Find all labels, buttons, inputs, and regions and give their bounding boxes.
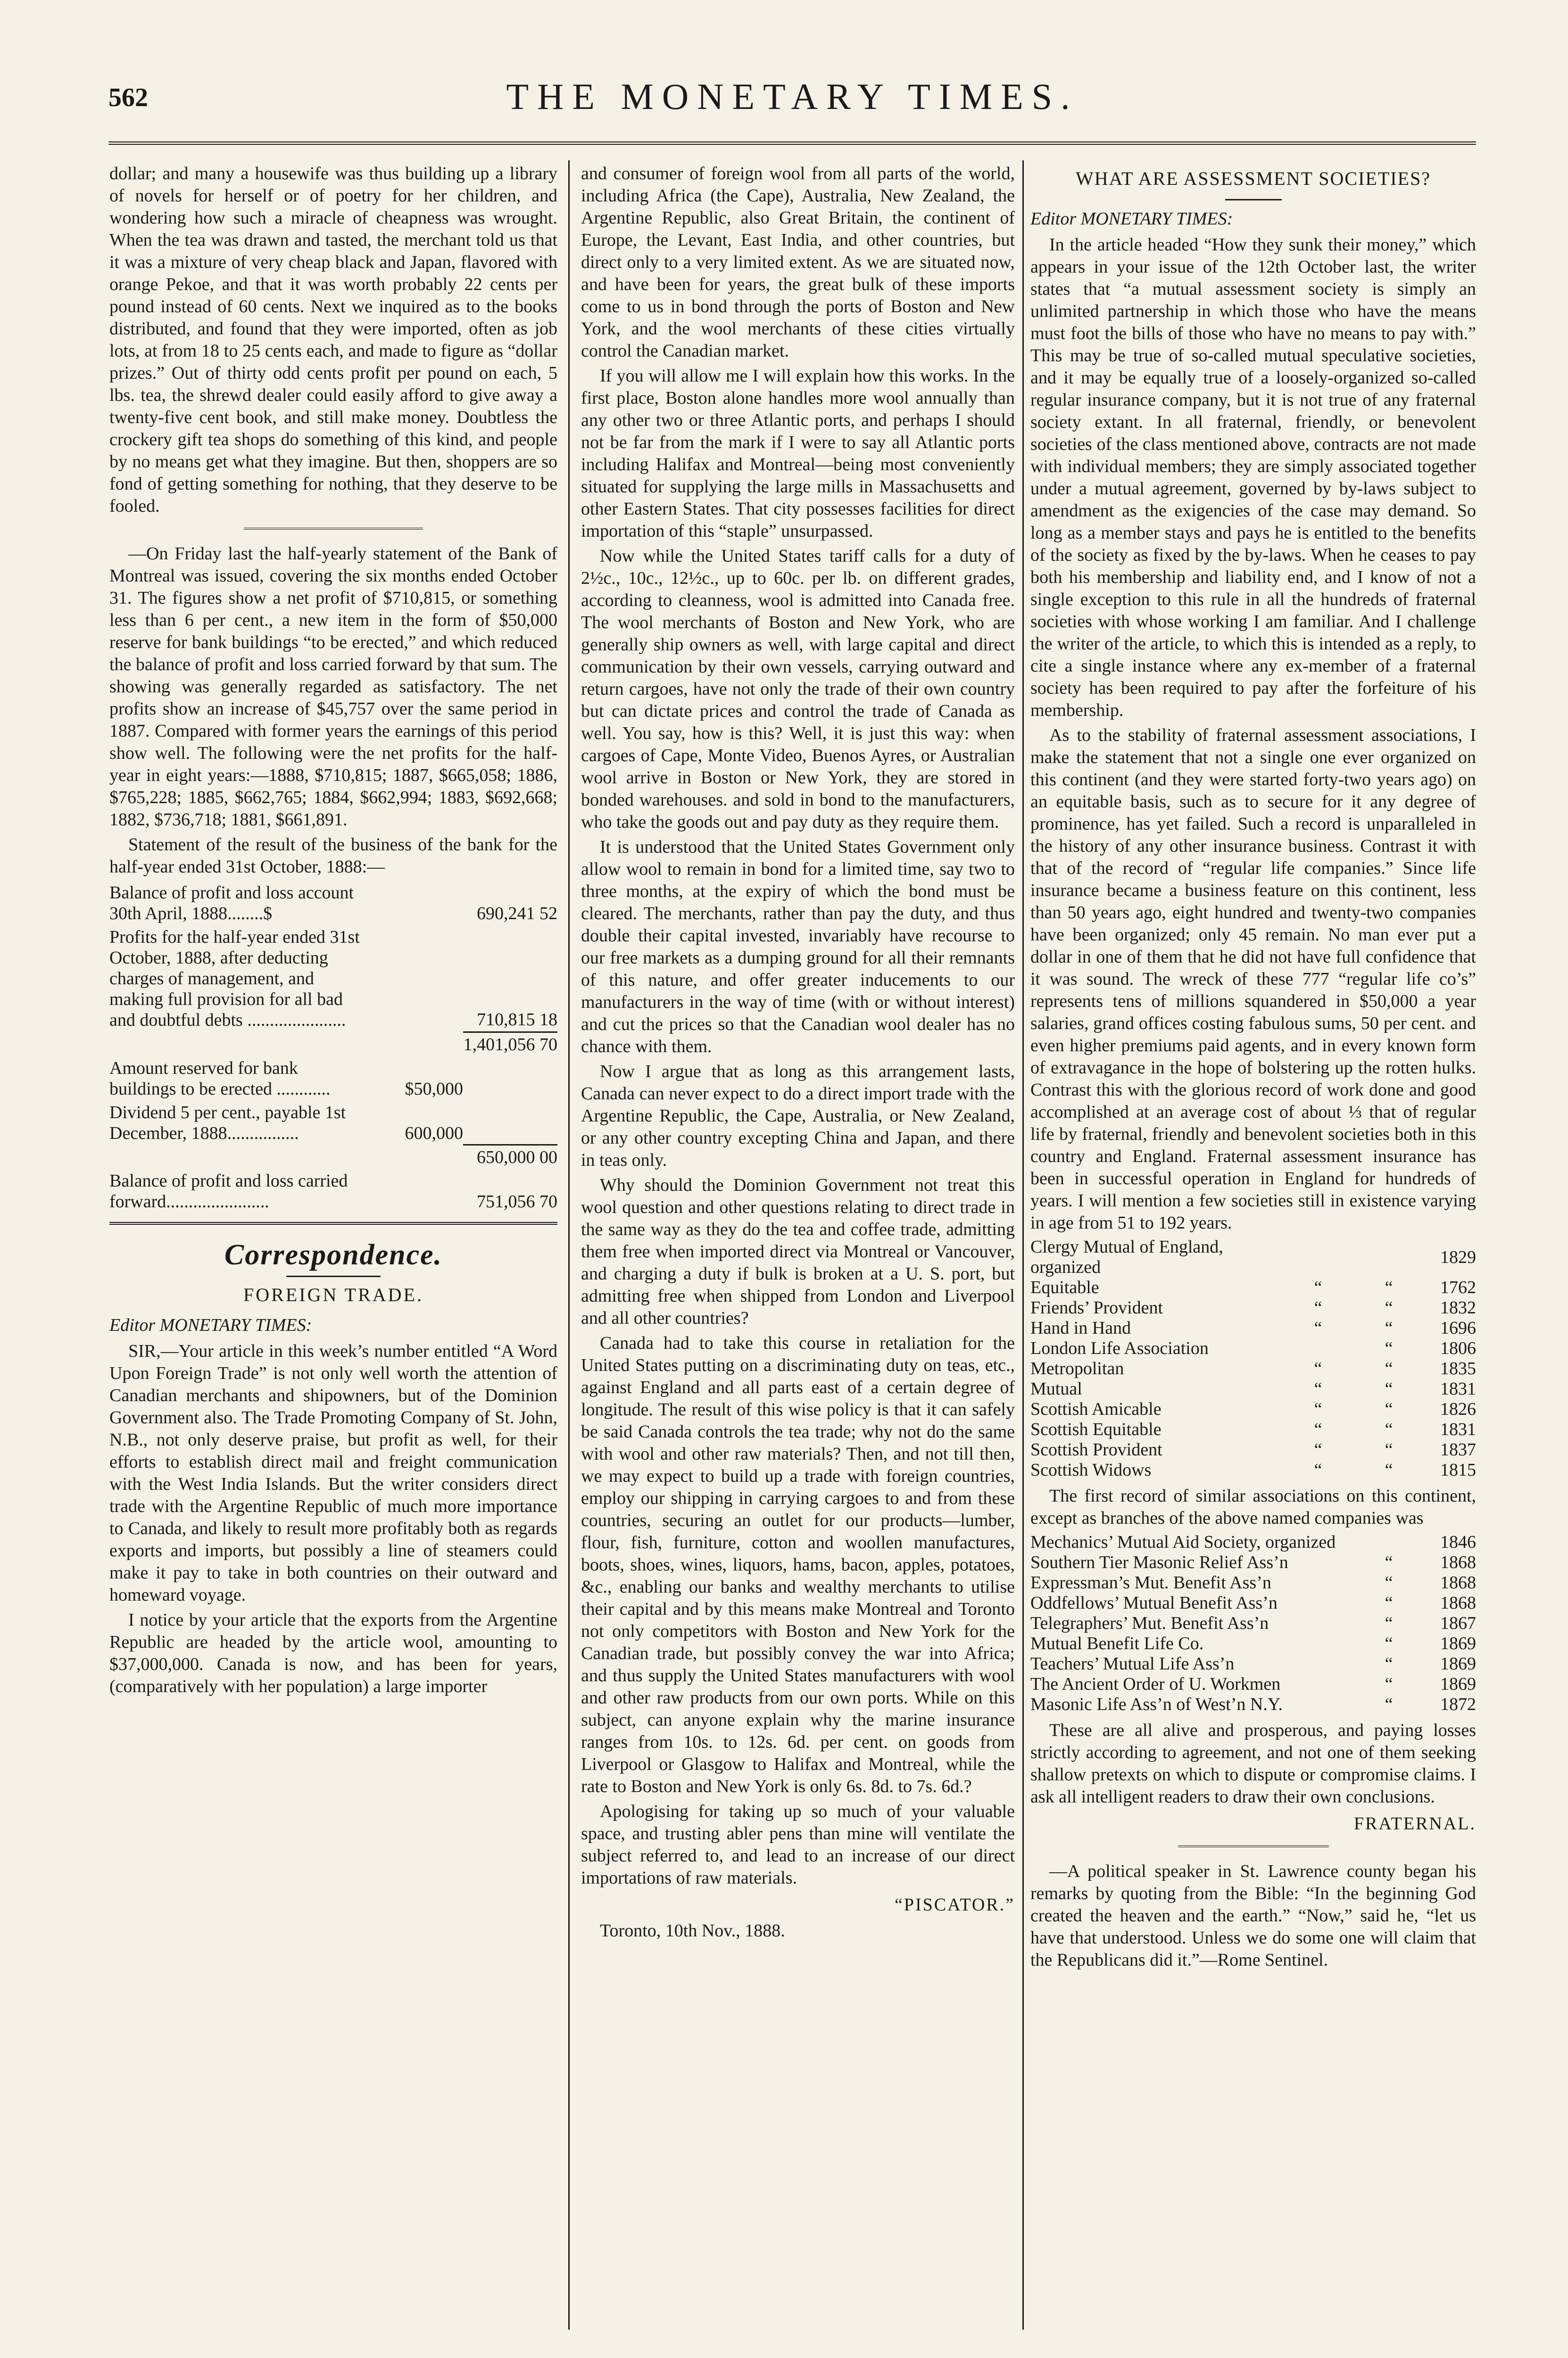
society-year: 1826 [1440,1399,1476,1419]
statement-label: Balance of profit and loss account 30th April, 1888........$ [109,883,354,923]
table-row [1030,1694,1476,1715]
ditto-mark: “ [1314,1420,1322,1439]
society-year: 1831 [1440,1420,1476,1439]
table-row [1030,1593,1476,1613]
separator-rule [286,1276,381,1277]
society-year: 1868 [1440,1573,1476,1593]
column-rule-2 [1022,160,1024,2330]
table-row [109,881,557,925]
table-row [1030,1460,1476,1480]
ditto-mark: “ [1385,1654,1393,1674]
society-name: Friends’ Provident [1030,1298,1163,1318]
table-row [109,1101,557,1145]
table-row [1030,1318,1476,1338]
ditto-mark: “ [1385,1420,1393,1439]
ditto-mark: “ [1385,1573,1393,1593]
society-year: 1829 [1440,1247,1476,1267]
society-year: 1815 [1440,1460,1476,1480]
society-name: Teachers’ Mutual Life Ass’n [1030,1654,1235,1674]
table-row [1030,1532,1476,1553]
statement-label: Balance of profit and loss carried forward....................... [109,1171,348,1212]
page-number: 562 [108,83,148,112]
bank-statement-table [109,881,557,1213]
ditto-mark: “ [1314,1359,1322,1378]
column-1 [109,163,557,2332]
ditto-mark: “ [1314,1399,1322,1419]
signature: “PISCATOR.” [894,1895,1015,1915]
ditto-mark: “ [1385,1694,1393,1714]
table-row [1030,1359,1476,1379]
table-row [1030,1278,1476,1298]
ditto-mark: “ [1385,1379,1393,1399]
statement-label: Profits for the half-year ended 31st October, 1888, after deducting charges of management, and making full provision for all bad and doubtful debts ...................... [109,927,360,1030]
table-row [1030,1298,1476,1318]
ditto-mark [1353,1532,1424,1553]
table-row [109,1169,557,1213]
ditto-mark: “ [1385,1338,1393,1358]
paragraph: Now I argue that as long as this arrangement lasts, Canada can never expect to do a direct import trade with the Argentine Republic, the Cape, Australia, or New Zealand, or any other country excepting China and Japan, and there in teas only. [581,1062,1015,1170]
society-year: 1837 [1440,1440,1476,1460]
society-name: Hand in Hand [1030,1318,1131,1338]
society-year: 1762 [1440,1278,1476,1297]
editor-salutation: Editor MONETARY TIMES: [1030,209,1233,229]
table-row [1030,1440,1476,1460]
table-row [109,925,557,1032]
ditto-mark [1283,1338,1353,1359]
paragraph: Now while the United States tariff calls for a duty of 2½c., 10c., 12½c., up to 60c. per lb. on different grades, according to cleanness, wool is admitted into Canada free. The wool merchants of Boston and New York, who are generally ship owners as well, with large capital and direct communication by their own vessels, carrying outward and return cargoes, have not only the trade of their own country but can dictate prices and control the trade of Canada as well. You say, how is this? Well, it is just this way: when cargoes of Cape, Monte Video, Buenos Ayres, or Australian wool arrive in Boston or New York, they are stored in bonded warehouses. and sold in bond to the manufacturers, who take the goods out and pay duty as they require them. [581,546,1015,832]
statement-amount: $50,000 [405,1079,463,1099]
section-rule [109,1222,557,1225]
ditto-mark: “ [1385,1634,1393,1653]
society-year: 1868 [1440,1593,1476,1613]
ditto-mark: “ [1385,1318,1393,1338]
society-name: Scottish Equitable [1030,1420,1161,1439]
ditto-mark: “ [1385,1440,1393,1460]
table-row [1030,1379,1476,1399]
table-row [1030,1338,1476,1359]
separator-rule [1178,1845,1329,1847]
society-name: Oddfellows’ Mutual Benefit Ass’n [1030,1593,1278,1613]
section-heading: Correspondence. [224,1239,443,1271]
table-row [1030,1553,1476,1573]
paragraph: and consumer of foreign wool from all parts of the world, including Africa (the Cape), Australia, New Zealand, the Argentine Republic, also Great Britain, the continent of Europe, the Levant, East India, and other countries, but direct only to a very limited extent. As we are situated now, and have been for years, the great bulk of these imports come to us in bond through the ports of Boston and New York, and the wool merchants of these cities virtually control the Canadian market. [581,164,1015,361]
society-name: Scottish Widows [1030,1460,1152,1480]
ditto-mark: “ [1385,1298,1393,1318]
ditto-mark: “ [1385,1399,1393,1419]
ditto-mark: “ [1314,1318,1322,1338]
ditto-mark [1353,1237,1424,1278]
table-row [1030,1613,1476,1634]
paragraph: If you will allow me I will explain how this works. In the first place, Boston alone handles more wool annually than any other two or three Atlantic ports, and perhaps I should not be far from the mark if I were to say all Atlantic ports including Halifax and Montreal—being most conveniently situated for supplying the large mills in Massachusetts and other Eastern States. That city possesses facilities for direct importation of this “staple” unsurpassed. [581,366,1015,541]
ditto-mark: “ [1385,1278,1393,1297]
paragraph: I notice by your article that the exports from the Argentine Republic are headed by the article wool, amounting to $37,000,000. Canada is now, and has been for years, (comparatively with her population) a large importer [109,1610,557,1696]
society-name: Scottish Provident [1030,1440,1162,1460]
society-year: 1869 [1440,1674,1476,1694]
society-year: 1696 [1440,1318,1476,1338]
society-name: Scottish Amicable [1030,1399,1161,1419]
ditto-mark: “ [1385,1359,1393,1378]
ditto-mark: “ [1314,1460,1322,1480]
statement-deduction: 650,000 00 [463,1145,557,1170]
table-row [1030,1420,1476,1440]
ditto-mark: “ [1385,1460,1393,1480]
paragraph: SIR,—Your article in this week’s number entitled “A Word Upon Foreign Trade” is not only well worth the attention of Canadian merchants and shipowners, but of the Dominion Government also. The Trade Promoting Company of St. John, N.B., not only deserve praise, but profit as well, for their efforts to establish direct mail and freight communication with the West India Islands. But the writer considers direct trade with the Argentine Republic of much more importance to Canada, and likely to result more profitably both as regards exports and imports, but possibly a line of steamers could make it pay to take in both countries on their outward and homeward voyage. [109,1341,557,1605]
table-row [109,1032,557,1056]
header-rule [108,141,1476,145]
paragraph: These are all alive and prosperous, and paying losses strictly according to agreement, and not one of them seeking shallow pretexts on which to dispute or compromise claims. I ask all intelligent readers to draw their own conclusions. [1030,1720,1476,1807]
paragraph: dollar; and many a housewife was thus building up a library of novels for herself or of poetry for her children, and wondering how such a miracle of cheapness was wrought. When the tea was drawn and tasted, the merchant told us that it was a mixture of very cheap black and Japan, flavored with orange Pekoe, and that it was worth probably 22 cents per pound instead of 60 cents. Next we inquired as to the books distributed, and found that they were imported, often as job lots, at from 18 to 25 cents each, and made to figure as “dollar prizes.” Out of thirty odd cents profit per pound on each, 5 lbs. tea, the shrewd dealer could easily afford to give away a twenty-five cent book, and still make money. Doubtless the crockery gift tea shops do something of this kind, and people by no means get what they imagine. But then, shoppers are so fond of getting something for nothing, that they deserve to be fooled. [109,164,557,516]
society-year: 1869 [1440,1634,1476,1653]
paragraph: —On Friday last the half-yearly statement of the Bank of Montreal was issued, covering the six months ended October 31. The figures show a net profit of $710,815, or something less than 6 per cent., a new item in the form of $50,000 reserve for bank buildings “to be erected,” and which reduced the balance of profit and loss carried forward by that sum. The showing was generally regarded as satisfactory. The net profits show an increase of $45,757 over the same period in 1887. Compared with former years the earnings of this period show well. The following were the net profits for the half-year in eight years:—1888, $710,815; 1887, $665,058; 1886, $765,228; 1885, $662,765; 1884, $662,994; 1883, $692,668; 1882, $736,718; 1881, $661,891. [109,544,557,830]
ditto-mark: “ [1385,1553,1393,1572]
society-year: 1868 [1440,1553,1476,1572]
separator-rule [1225,199,1282,200]
society-name: Mutual [1030,1379,1082,1399]
column-3 [1030,163,1476,2332]
separator-rule [244,528,423,530]
dateline: Toronto, 10th Nov., 1888. [600,1921,785,1941]
column-rule-1 [568,160,570,2330]
statement-amount: 600,000 [405,1123,463,1143]
ditto-mark: “ [1385,1593,1393,1613]
ditto-mark [1283,1237,1353,1278]
paragraph: Statement of the result of the business of the bank for the half-year ended 31st October, 1888:— [109,835,557,877]
letter-heading: FOREIGN TRADE. [243,1284,423,1305]
society-name: Telegraphers’ Mut. Benefit Ass’n [1030,1613,1269,1633]
statement-amount: 690,241 52 [477,904,557,923]
paragraph: —A political speaker in St. Lawrence county began his remarks by quoting from the Bible: “In the beginning God created the heaven and the earth.” “Now,” said he, “let us have that understood. Unless we do some one will claim that the Republicans did it.”—Rome Sentinel. [1030,1861,1476,1970]
society-name: Metropolitan [1030,1359,1124,1378]
table-row [1030,1237,1476,1278]
page-header [108,71,1476,127]
ditto-mark: “ [1314,1440,1322,1460]
society-year: 1806 [1440,1338,1476,1358]
society-name: Equitable [1030,1278,1099,1297]
statement-label: Amount reserved for bank buildings to be erected ............ [109,1058,331,1099]
paragraph: Canada had to take this course in retaliation for the United States putting on a discriminating duty on teas, etc., against England and all parts east of a certain degree of longitude. The result of this wise policy is that it can safely be said Canada controls the tea trade; why not do the same with wool and other raw materials? Then, and not till then, we may expect to build up a trade with foreign countries, employ our shipping in carrying cargoes to and from these countries, securing an outlet for our products—lumber, flour, fish, furniture, cotton and woollen manufactures, boots, shoes, wines, liquors, hams, bacon, apples, potatoes, &c., enabling our banks and wealthy merchants to utilise their capital and by this means make Montreal and Toronto not only competitors with Boston and New York for the Canadian trade, but possibly convey the war into Africa; and thus supply the United States manufacturers with wool and other raw products from our own ports. While on this subject, can anyone explain why the marine insurance ranges from 10s. to 12s. 6d. per cent. on goods from Liverpool or Glasgow to Halifax and Montreal, while the rate to Boston and New York is only 6s. 8d. to 7s. 6d.? [581,1333,1015,1796]
paragraph: Apologising for taking up so much of your valuable space, and trusting abler pens than mine will ventilate the subject referred to, and lead to an increase of our direct importations of raw materials. [581,1802,1015,1888]
society-name: Southern Tier Masonic Relief Ass’n [1030,1553,1288,1572]
society-name: Clergy Mutual of England, organized [1030,1237,1223,1277]
ditto-mark: “ [1314,1298,1322,1318]
article-heading: WHAT ARE ASSESSMENT SOCIETIES? [1075,168,1431,189]
american-societies-table [1030,1532,1476,1715]
signature: FRATERNAL. [1353,1814,1476,1834]
paragraph: The first record of similar associations on this continent, except as branches of the above named companies was [1030,1486,1476,1528]
society-name: Mutual Benefit Life Co. [1030,1634,1204,1653]
table-row [1030,1654,1476,1674]
table-row [1030,1573,1476,1593]
society-year: 1846 [1440,1532,1476,1552]
table-row [109,1056,557,1101]
paragraph: It is understood that the United States Government only allow wool to remain in bond for a limited time, say two to three months, at the expiry of which the bond must be cleared. The merchants, rather than pay the duty, and thus double their capital invested, invariably have recourse to our free markets as a dumping ground for all their remnants of this nature, and offer greater inducements to our manufacturers in the way of time (with or without interest) and cut the prices so that the Canadian wool dealer has no chance with them. [581,837,1015,1056]
society-year: 1832 [1440,1298,1476,1318]
statement-amount: 751,056 70 [477,1192,557,1212]
paragraph: Why should the Dominion Government not treat this wool question and other questions relating to direct trade in the same way as they do the tea and coffee trade, admitting them free when imported direct via Montreal or Vancouver, and charging a duty if bulk is broken at a U. S. port, but admitting free when shipped from London and Liverpool and all other countries? [581,1175,1015,1328]
statement-label: Dividend 5 per cent., payable 1st December, 1888................ [109,1102,346,1143]
column-2 [581,163,1015,2332]
society-name: Mechanics’ Mutual Aid Society, organized [1030,1532,1336,1552]
society-year: 1872 [1440,1694,1476,1714]
ditto-mark: “ [1385,1613,1393,1633]
table-row [1030,1399,1476,1420]
society-name: The Ancient Order of U. Workmen [1030,1674,1281,1694]
society-name: London Life Association [1030,1338,1209,1358]
table-row [109,1145,557,1170]
editor-salutation: Editor MONETARY TIMES: [109,1315,312,1335]
masthead-title: THE MONETARY TIMES. [506,76,1079,117]
society-year: 1835 [1440,1359,1476,1378]
paragraph: In the article headed “How they sunk their money,” which appears in your issue of the 12th October last, the writer states that “a mutual assessment society is simply an unlimited partnership in which those who have the means must foot the bills of those who have no means to pay with.” This may be true of so-called mutual speculative societies, and it may be equally true of a loosely-organized so-called regular insurance company, but it is not true of any fraternal society extant. In all fraternal, friendly, or benevolent societies of the class mentioned above, contracts are not made with individual members; they are simply associated together under a mutual agreement, governed by by-laws subject to amendment as the exigencies of the case may demand. So long as a member stays and pays he is entitled to the benefits of the society as fixed by the by-laws. When he ceases to pay both his membership and liability end, and I know of not a single exception to this rule in all the hundreds of fraternal societies with whose working I am familiar. And I challenge the writer of the article, to which this is intended as a reply, to cite a single instance where any ex-member of a fraternal society has been required to pay after the forfeiture of his membership. [1030,235,1476,720]
paragraph: As to the stability of fraternal assessment associations, I make the statement that not a single one ever organized on this continent (and they were started forty-two years ago) on an equitable basis, such as to secure for it any degree of prominence, has yet failed. Such a record is unparalleled in the history of any other insurance business. Contrast it with that of the record of “regular life companies.” Since life insurance became a business feature on this continent, less than 50 years ago, eight hundred and twenty-two companies have been organized; only 45 remain. No man ever put a dollar in one of them that he did not have full confidence that it was sound. The wreck of these 777 “regular life co’s” represents tens of millions squandered in $50,000 a year salaries, grand offices costing fabulous sums, 50 per cent. and even higher premiums paid agents, and in every known form of extravagance in the hope of bolstering up the rotten hulks. Contrast this with the glorious record of work done and good accomplished at an average cost of about ⅓ that of regular life by fraternal, friendly and benevolent societies both in this country and England. Fraternal assessment insurance has been in successful operation in England for hundreds of years. I will mention a few societies still in existence varying in age from 51 to 192 years. [1030,725,1476,1233]
society-year: 1867 [1440,1613,1476,1633]
society-name: Masonic Life Ass’n of West’n N.Y. [1030,1694,1283,1714]
ditto-mark: “ [1314,1379,1322,1399]
ditto-mark: “ [1385,1674,1393,1694]
society-year: 1869 [1440,1654,1476,1674]
statement-subtotal: 1,401,056 70 [463,1032,557,1056]
ditto-mark: “ [1314,1278,1322,1297]
society-year: 1831 [1440,1379,1476,1399]
statement-amount: 710,815 18 [477,1009,557,1030]
table-row [1030,1674,1476,1694]
english-societies-table [1030,1237,1476,1480]
table-row [1030,1634,1476,1654]
society-name: Expressman’s Mut. Benefit Ass’n [1030,1573,1271,1593]
